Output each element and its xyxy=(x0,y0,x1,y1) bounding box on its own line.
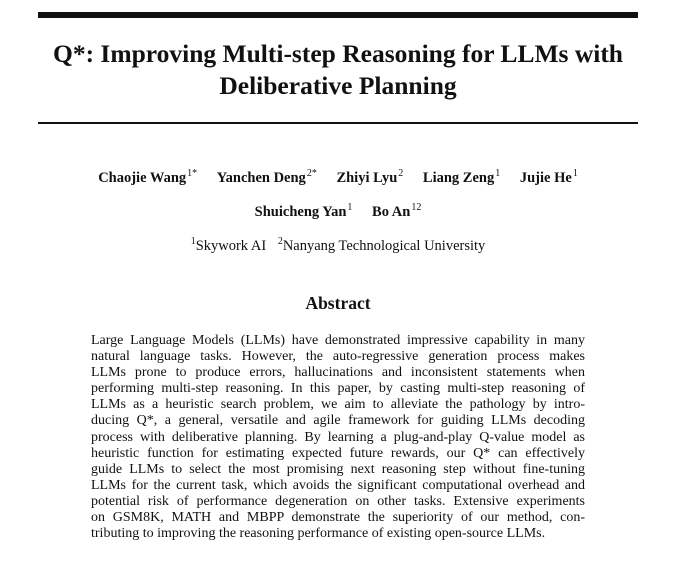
abstract-line: LLMs as a heuristic search problem, we aim to alleviate the pathology by intro- xyxy=(91,397,585,413)
author-name: Bo An xyxy=(372,204,411,220)
paper-title xyxy=(38,38,638,102)
affiliation-name: Nanyang Technological University xyxy=(282,238,486,254)
author xyxy=(217,165,317,187)
abstract-line: heuristic function for estimating expected future rewards, our Q* can effectively xyxy=(91,445,585,461)
abstract-heading: Abstract xyxy=(305,293,371,313)
author xyxy=(98,165,197,187)
author xyxy=(520,165,578,187)
author-name: Shuicheng Yan xyxy=(254,204,347,220)
author-affiliation-mark: 1* xyxy=(187,168,198,179)
abstract-line: performing multi-step reasoning. In this paper, by casting multi-step reasoning of xyxy=(91,381,585,397)
title-line-2: Deliberative Planning xyxy=(219,71,457,100)
author xyxy=(423,165,500,187)
abstract-line: guide LLMs to select the most promising next reasoning step without fine-tuning xyxy=(91,461,585,477)
author-affiliation-mark: 1 xyxy=(572,168,578,179)
affiliations xyxy=(38,233,638,255)
author-affiliation-mark: 1 xyxy=(495,168,501,179)
author-affiliation-mark: 2 xyxy=(398,168,404,179)
title-bottom-rule xyxy=(38,122,638,124)
abstract-line: tributing to improving the reasoning performance of existing open-source LLMs. xyxy=(91,526,546,542)
author-name: Jujie He xyxy=(519,170,572,186)
affiliation xyxy=(278,233,485,255)
author xyxy=(372,199,421,221)
affiliation-mark: 2 xyxy=(277,236,283,247)
title-line-1: Q*: Improving Multi-step Reasoning for LLMs with xyxy=(52,39,623,68)
abstract-line: LLMs for the current task, which avoids the significant computational overhead and xyxy=(91,477,585,493)
abstract-line: ducing Q*, a general, versatile and agile framework for guiding LLMs decoding xyxy=(91,413,585,429)
author-list-row-2 xyxy=(38,199,638,221)
author-affiliation-mark: 1 xyxy=(347,202,353,213)
abstract-line: Large Language Models (LLMs) have demonstrated impressive capability in many xyxy=(91,333,585,348)
author-affiliation-mark: 12 xyxy=(411,202,422,213)
affiliation-name: Skywork AI xyxy=(195,238,267,254)
affiliation-mark: 1 xyxy=(190,236,196,247)
author-name: Zhiyi Lyu xyxy=(336,170,398,186)
abstract-line: LLMs prone to produce errors, hallucinations and inconsistent statements when xyxy=(91,365,585,381)
author xyxy=(336,165,403,187)
abstract-body xyxy=(91,333,585,542)
author-name: Chaojie Wang xyxy=(98,170,187,186)
abstract-line: on GSM8K, MATH and MBPP demonstrate the superiority of our method, con- xyxy=(91,510,585,526)
author-affiliation-mark: 2* xyxy=(306,168,317,179)
author-name: Yanchen Deng xyxy=(216,170,306,186)
title-top-rule xyxy=(38,12,638,18)
author xyxy=(255,199,353,221)
abstract-line: process with deliberative planning. By learning a plug-and-play Q-value model as xyxy=(91,429,585,445)
affiliation xyxy=(191,233,267,255)
author-name: Liang Zeng xyxy=(422,170,495,186)
author-list-row-1 xyxy=(38,165,638,187)
abstract-line: potential risk of performance degeneration on other tasks. Extensive experiments xyxy=(91,493,585,509)
abstract-line: natural language tasks. However, the auto-regressive generation process makes xyxy=(91,349,585,365)
